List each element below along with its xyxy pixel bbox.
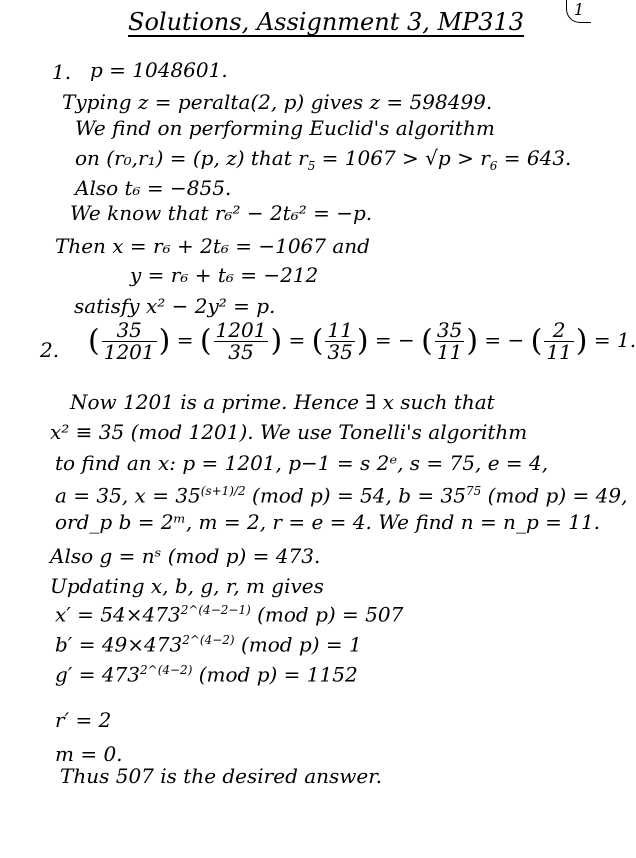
text: on (r₀,r₁) = (p, z) that r (75, 146, 308, 170)
line: ord_p b = 2ᵐ, m = 2, r = e = 4. We find n = n_p = 11. (55, 510, 601, 534)
paren: ) (466, 323, 479, 359)
text: (mod p) = 507 (250, 602, 404, 627)
fraction (325, 320, 354, 363)
numerator: 1201 (215, 318, 267, 342)
exponent: 2^(4−2−1) (180, 603, 251, 617)
line (75, 148, 571, 172)
line: We know that r₆² − 2t₆² = −p. (70, 201, 373, 225)
page-number: 1 (566, 0, 591, 23)
exponent: 75 (465, 484, 482, 498)
text: = 1067 > √p > r (315, 146, 490, 170)
fraction (544, 320, 573, 363)
line: to find an x: p = 1201, p−1 = s 2ᵉ, s = 75, e = 4, (55, 451, 549, 475)
text: a = 35, x = 35 (55, 483, 201, 508)
line: Also g = nˢ (mod p) = 473. (50, 544, 321, 568)
text: (mod p) = 1 (234, 632, 362, 657)
numerator: 35 (102, 320, 157, 342)
numerator: 11 (327, 318, 353, 342)
legendre-equation (88, 320, 636, 363)
line: Updating x, b, g, r, m gives (50, 574, 324, 598)
fraction (435, 320, 464, 363)
line: satisfy x² − 2y² = p. (74, 294, 276, 318)
subscript: 6 (489, 159, 498, 173)
text: b′ = 49×473 (55, 632, 183, 657)
line: r′ = 2 (55, 708, 112, 732)
line: Thus 507 is the desired answer. (60, 764, 382, 788)
page-title: Solutions, Assignment 3, MP313 (128, 8, 525, 36)
problem-number: 1. (52, 60, 72, 84)
denominator: 35 (327, 340, 353, 364)
paren: ) (158, 323, 171, 359)
paren: ( (530, 323, 543, 359)
line: Then x = r₆ + 2t₆ = −1067 and (55, 234, 370, 258)
line (55, 604, 403, 625)
fraction (214, 320, 269, 363)
numerator: 35 (436, 318, 463, 342)
paren: ( (311, 323, 324, 359)
denominator: 11 (546, 340, 572, 364)
exponent: 2^(4−2) (140, 663, 193, 677)
line (55, 664, 358, 685)
text: (mod p) = 49, (481, 483, 628, 508)
equals: = − (484, 328, 525, 352)
equals: = − (374, 328, 415, 352)
paren: ( (421, 323, 433, 359)
denominator: 35 (228, 340, 254, 364)
text: (mod p) = 1152 (192, 662, 358, 687)
problem-number: 2. (40, 338, 60, 362)
fraction (102, 320, 157, 363)
paren: ) (270, 323, 283, 359)
line: Also t₆ = −855. (75, 176, 232, 200)
text: x′ = 54×473 (55, 602, 181, 627)
line: Typing z = peralta(2, p) gives z = 598499. (62, 90, 493, 114)
line: y = r₆ + t₆ = −212 (130, 263, 319, 287)
subscript: 5 (307, 159, 316, 173)
exponent: (s+1)/2 (200, 484, 246, 498)
equals: = (288, 328, 306, 352)
line: x² ≡ 35 (mod 1201). We use Tonelli's algorithm (50, 420, 528, 444)
line (55, 485, 627, 506)
equation-result: = 1. (593, 328, 636, 352)
numerator: 2 (544, 320, 573, 342)
equals: = (176, 328, 194, 352)
line: p = 1048601. (90, 58, 228, 82)
denominator: 1201 (103, 340, 155, 364)
text: (mod p) = 54, b = 35 (245, 483, 466, 508)
exponent: 2^(4−2) (182, 633, 235, 647)
line (55, 634, 362, 655)
denominator: 11 (436, 340, 463, 364)
paren: ) (575, 323, 588, 359)
line: m = 0. (55, 742, 123, 766)
line: We find on performing Euclid's algorithm (75, 116, 495, 140)
text: g′ = 473 (55, 662, 140, 687)
line: Now 1201 is a prime. Hence ∃ x such that (70, 390, 495, 414)
paren: ( (199, 323, 212, 359)
paren: ) (356, 323, 369, 359)
paren: ( (88, 323, 100, 359)
text: = 643. (497, 146, 572, 170)
